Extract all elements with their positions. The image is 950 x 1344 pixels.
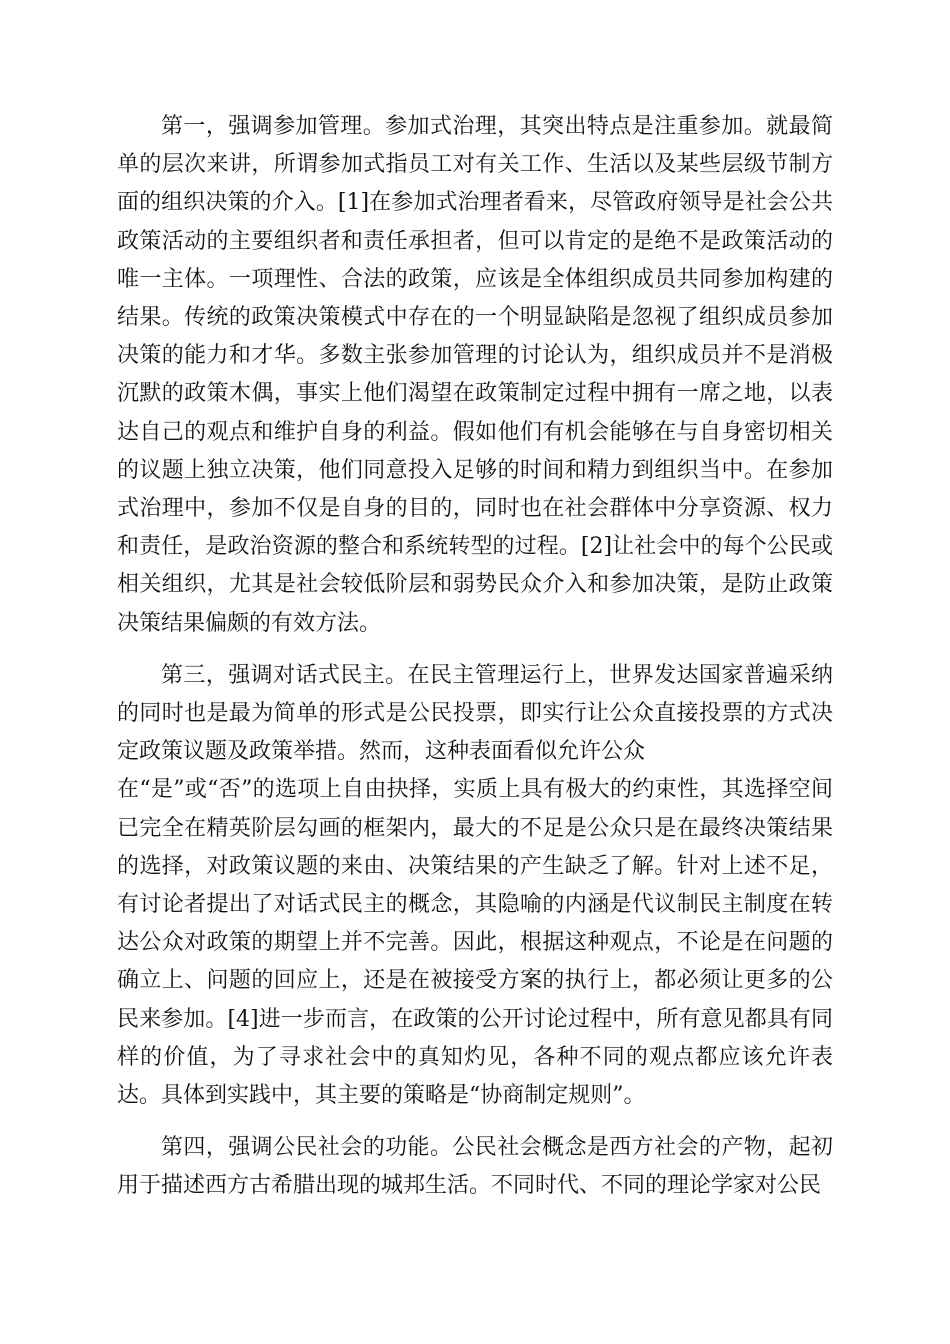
document-page [117, 108, 833, 1206]
paragraph-participatory-management: 第一，强调参加管理。参加式治理，其突出特点是注重参加。就最简单的层次来讲，所谓参加式指员工对有关工作、生活以及某些层级节制方面的组织决策的介入。[1]在参加式治理者看来，尽管政府领导是社会公共政策活动的主要组织者和责任承担者，但可以肯定的是绝不是政策活动的唯一主体。一项理性、合法的政策，应该是全体组织成员共同参加构建的结果。传统的政策决策模式中存在的一个明显缺陷是忽视了组织成员参加决策的能力和才华。多数主张参加管理的讨论认为，组织成员并不是消极沉默的政策木偶，事实上他们渴望在政策制定过程中拥有一席之地，以表达自己的观点和维护自身的利益。假如他们有机会能够在与自身密切相关的议题上独立决策，他们同意投入足够的时间和精力到组织当中。在参加式治理中，参加不仅是自身的目的，同时也在社会群体中分享资源、权力和责任，是政治资源的整合和系统转型的过程。[2]让社会中的每个公民或相关组织，尤其是社会较低阶层和弱势民众介入和参加决策，是防止政策决策结果偏颇的有效方法。 [117, 114, 833, 636]
paragraph-civil-society: 第四，强调公民社会的功能。公民社会概念是西方社会的产物，起初用于描述西方古希腊出现的城邦生活。不同时代、不同的理论学家对公民 [117, 1135, 833, 1199]
paragraph-dialogic-democracy-continued: 在“是”或“否”的选项上自由抉择，实质上具有极大的约束性，其选择空间已完全在精英阶层勾画的框架内，最大的不足是公众只是在最终决策结果的选择，对政策议题的来由、决策结果的产生缺乏了解。针对上述不足，有讨论者提出了对话式民主的概念，其隐喻的内涵是代议制民主制度在转达公众对政策的期望上并不完善。因此，根据这种观点，不论是在问题的确立上、问题的回应上，还是在被接受方案的执行上，都必须让更多的公民来参加。[4]进一步而言，在政策的公开讨论过程中，所有意见都具有同样的价值，为了寻求社会中的真知灼见，各种不同的观点都应该允许表达。具体到实践中，其主要的策略是“协商制定规则”。 [117, 777, 833, 1109]
paragraph-dialogic-democracy: 第三，强调对话式民主。在民主管理运行上，世界发达国家普遍采纳的同时也是最为简单的形式是公民投票，即实行让公众直接投票的方式决定政策议题及政策举措。然而，这种表面看似允许公众 [117, 662, 833, 765]
